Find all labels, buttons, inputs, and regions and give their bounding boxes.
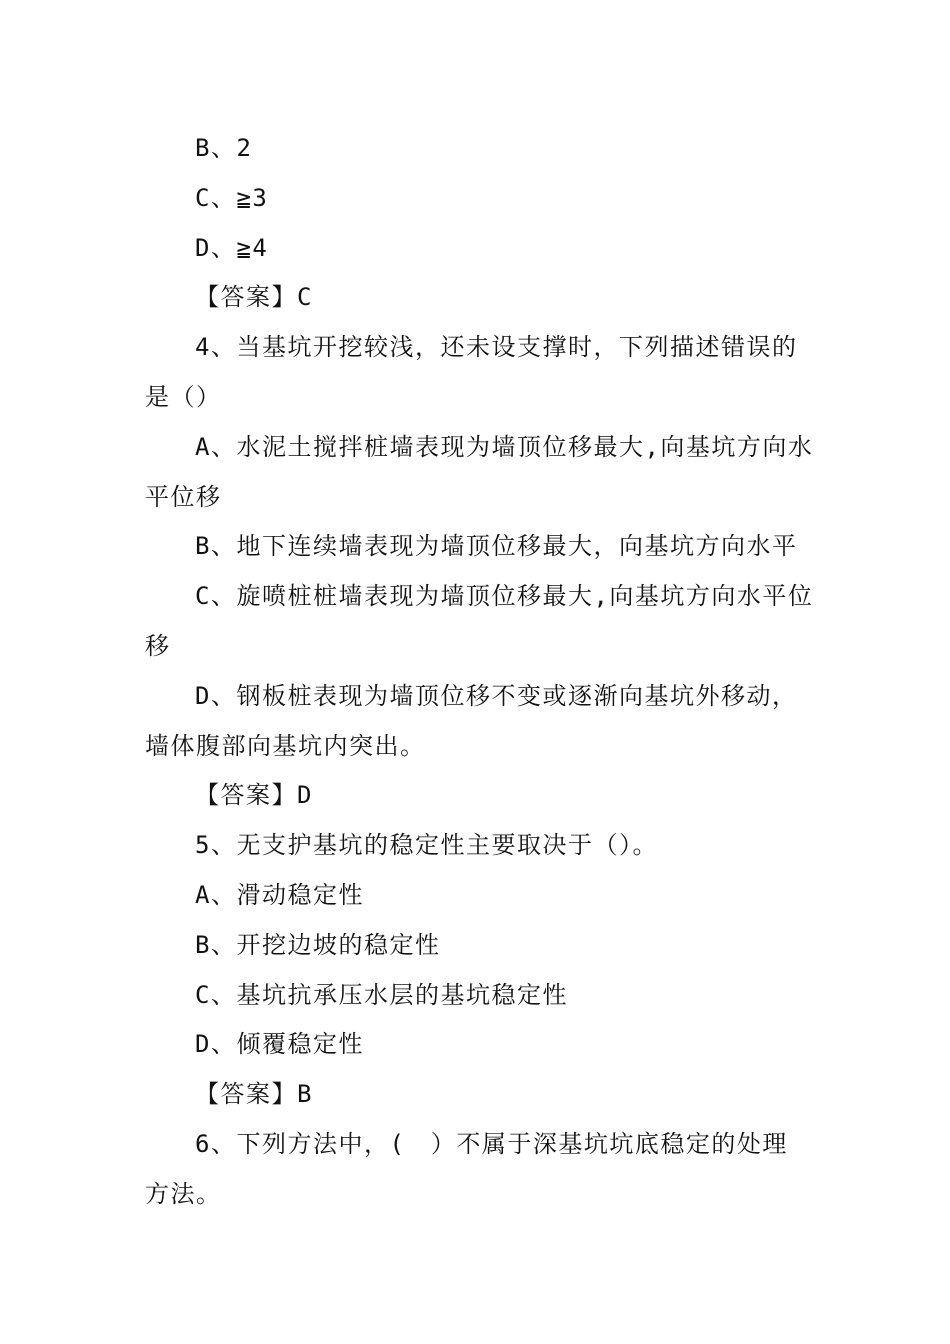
option-line: D、≧4 <box>195 233 269 262</box>
question-line-continuation: 是（） <box>145 382 222 411</box>
question-line: 6、下列方法中，( ）不属于深基坑坑底稳定的处理 <box>195 1129 788 1158</box>
option-line: D、钢板桩表现为墙顶位移不变或逐渐向基坑外移动， <box>195 681 798 710</box>
option-line: A、滑动稳定性 <box>195 880 364 909</box>
option-line: D、倾覆稳定性 <box>195 1030 364 1059</box>
option-line-continuation: 移 <box>145 631 171 660</box>
option-line: B、开挖边坡的稳定性 <box>195 930 441 959</box>
option-line: B、2 <box>195 134 253 162</box>
option-line: B、地下连续墙表现为墙顶位移最大，向基坑方向水平 <box>195 532 798 561</box>
answer-line: 【答案】C <box>195 283 313 312</box>
document-body <box>145 124 814 1220</box>
option-line: A、水泥土搅拌桩墙表现为墙顶位移最大,向基坑方向水 <box>195 432 814 461</box>
option-line-continuation: 墙体腹部向基坑内突出。 <box>145 731 426 760</box>
option-line: C、基坑抗承压水层的基坑稳定性 <box>195 980 568 1009</box>
option-line-continuation: 平位移 <box>145 482 222 511</box>
answer-line: 【答案】B <box>195 1080 313 1109</box>
option-line: C、≧3 <box>195 183 269 212</box>
question-line-continuation: 方法。 <box>145 1179 222 1208</box>
question-line: 4、当基坑开挖较浅，还未设支撑时，下列描述错误的 <box>195 333 798 362</box>
question-line: 5、无支护基坑的稳定性主要取决于（）。 <box>195 831 658 860</box>
option-line: C、旋喷桩桩墙表现为墙顶位移最大,向基坑方向水平位 <box>195 582 814 611</box>
answer-line: 【答案】D <box>195 781 313 810</box>
